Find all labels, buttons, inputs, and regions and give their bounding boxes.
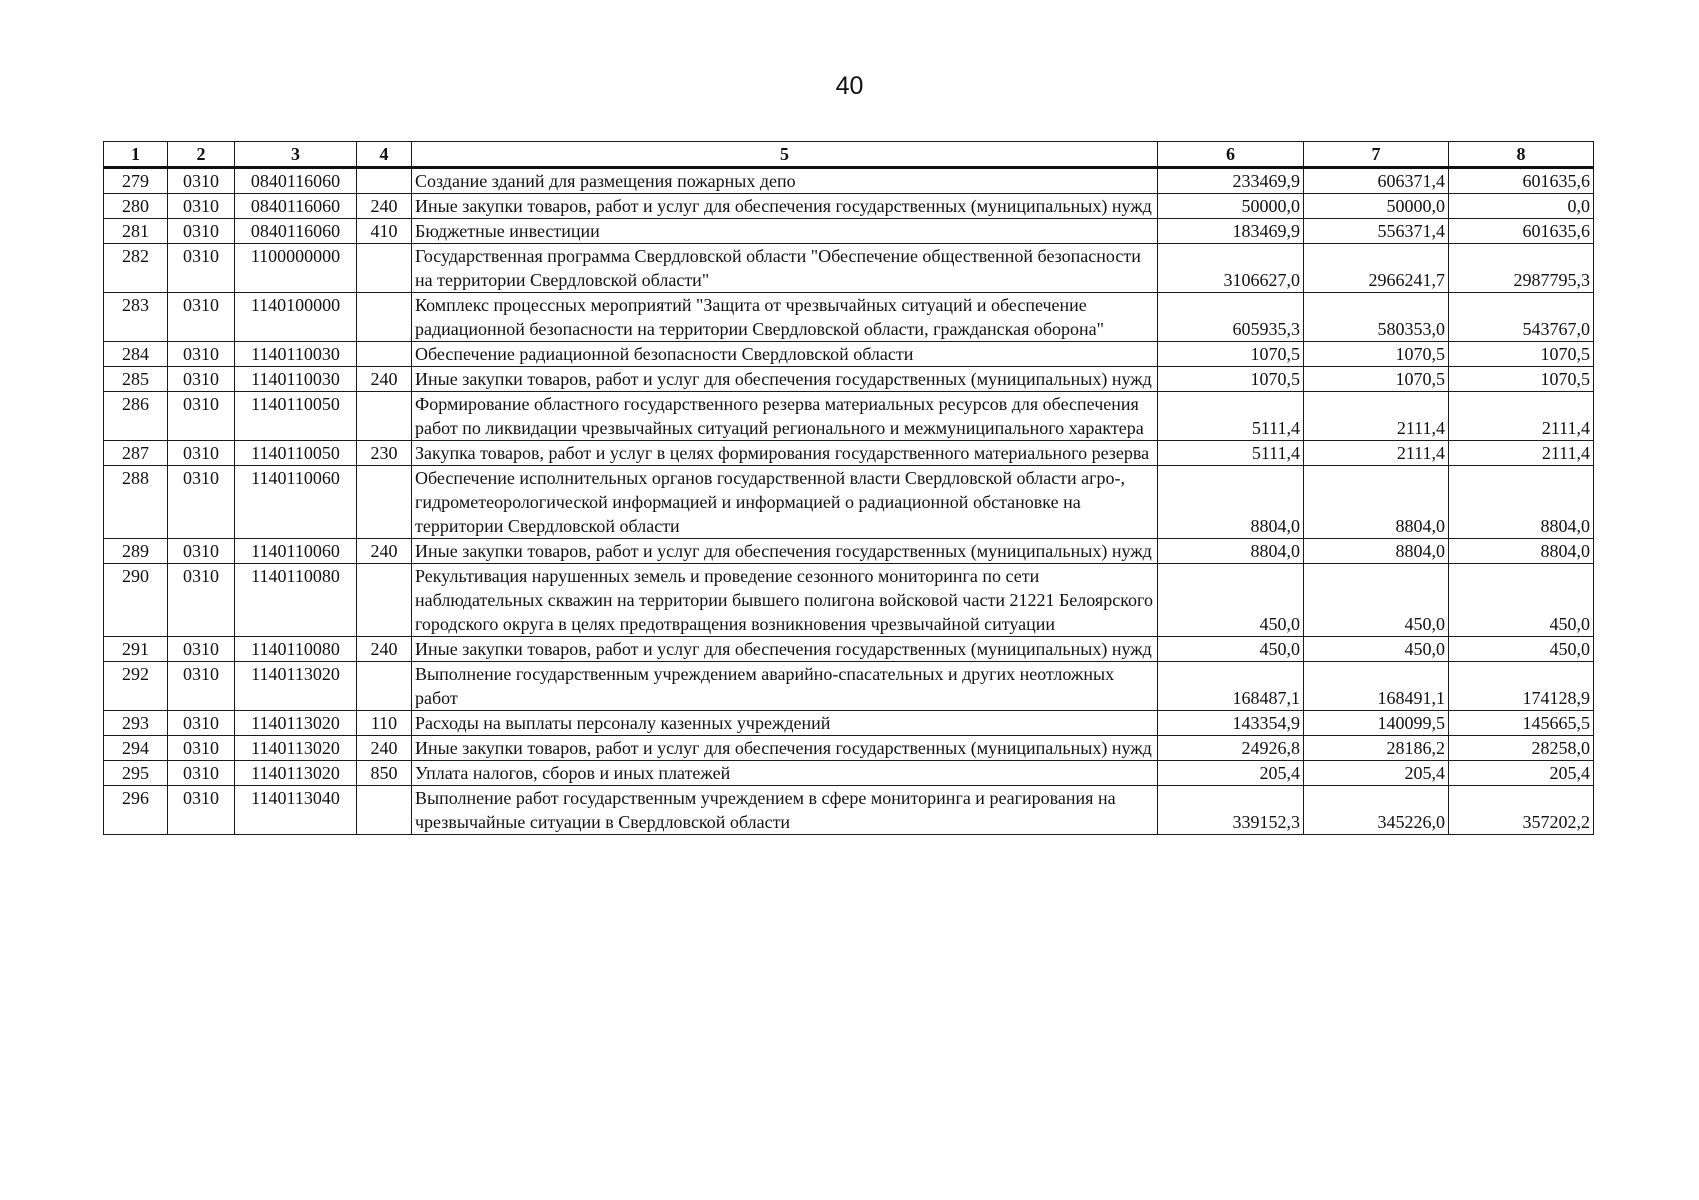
amount-col6-cell: 183469,9 — [1158, 219, 1304, 244]
expense-type-cell — [357, 392, 412, 441]
amount-col8-cell: 205,4 — [1449, 761, 1594, 786]
description-cell: Выполнение государственным учреждением аварийно-спасательных и других неотложных работ — [412, 662, 1158, 711]
header-cell-5: 5 — [412, 142, 1158, 168]
description-cell: Иные закупки товаров, работ и услуг для обеспечения государственных (муниципальных) нужд — [412, 736, 1158, 761]
section-code-cell: 0310 — [168, 736, 235, 761]
amount-col7-cell: 8804,0 — [1304, 539, 1449, 564]
amount-col7-cell: 345226,0 — [1304, 786, 1449, 835]
table-row — [104, 736, 1594, 761]
table-row — [104, 392, 1594, 441]
amount-col6-cell: 1070,5 — [1158, 342, 1304, 367]
amount-col7-cell: 28186,2 — [1304, 736, 1449, 761]
amount-col8-cell: 2111,4 — [1449, 441, 1594, 466]
amount-col6-cell: 5111,4 — [1158, 441, 1304, 466]
expense-type-cell — [357, 786, 412, 835]
header-cell-8: 8 — [1449, 142, 1594, 168]
target-article-cell: 1100000000 — [235, 244, 357, 293]
amount-col8-cell: 450,0 — [1449, 564, 1594, 637]
target-article-cell: 1140113020 — [235, 711, 357, 736]
expense-type-cell: 240 — [357, 736, 412, 761]
header-cell-7: 7 — [1304, 142, 1449, 168]
target-article-cell: 0840116060 — [235, 168, 357, 194]
target-article-cell: 1140110030 — [235, 367, 357, 392]
table-row — [104, 168, 1594, 194]
row-number-cell: 289 — [104, 539, 168, 564]
table-body — [104, 168, 1594, 835]
table-row — [104, 342, 1594, 367]
description-cell: Комплекс процессных мероприятий "Защита от чрезвычайных ситуаций и обеспечение радиационной безопасности на территории Свердловской области, гражданская оборона" — [412, 293, 1158, 342]
header-row — [104, 142, 1594, 168]
description-cell: Обеспечение исполнительных органов государственной власти Свердловской области агро-, гидрометеорологической информацией и информацией о радиационной обстановке на территории Свердловской области — [412, 466, 1158, 539]
table-row — [104, 293, 1594, 342]
target-article-cell: 1140110080 — [235, 637, 357, 662]
header-cell-3: 3 — [235, 142, 357, 168]
expense-type-cell: 850 — [357, 761, 412, 786]
section-code-cell: 0310 — [168, 293, 235, 342]
amount-col6-cell: 450,0 — [1158, 564, 1304, 637]
expense-type-cell: 240 — [357, 367, 412, 392]
table-row — [104, 637, 1594, 662]
description-cell: Иные закупки товаров, работ и услуг для обеспечения государственных (муниципальных) нужд — [412, 637, 1158, 662]
description-cell: Обеспечение радиационной безопасности Свердловской области — [412, 342, 1158, 367]
amount-col8-cell: 28258,0 — [1449, 736, 1594, 761]
expense-type-cell: 240 — [357, 539, 412, 564]
row-number-cell: 292 — [104, 662, 168, 711]
amount-col6-cell: 605935,3 — [1158, 293, 1304, 342]
amount-col8-cell: 145665,5 — [1449, 711, 1594, 736]
amount-col7-cell: 450,0 — [1304, 637, 1449, 662]
section-code-cell: 0310 — [168, 564, 235, 637]
row-number-cell: 296 — [104, 786, 168, 835]
row-number-cell: 288 — [104, 466, 168, 539]
table-row — [104, 711, 1594, 736]
header-cell-1: 1 — [104, 142, 168, 168]
amount-col6-cell: 143354,9 — [1158, 711, 1304, 736]
amount-col6-cell: 205,4 — [1158, 761, 1304, 786]
target-article-cell: 1140113040 — [235, 786, 357, 835]
row-number-cell: 290 — [104, 564, 168, 637]
target-article-cell: 1140110060 — [235, 466, 357, 539]
description-cell: Закупка товаров, работ и услуг в целях формирования государственного материального резерва — [412, 441, 1158, 466]
amount-col7-cell: 1070,5 — [1304, 342, 1449, 367]
target-article-cell: 1140113020 — [235, 761, 357, 786]
amount-col8-cell: 1070,5 — [1449, 342, 1594, 367]
target-article-cell: 1140110060 — [235, 539, 357, 564]
description-cell: Формирование областного государственного резерва материальных ресурсов для обеспечения работ по ликвидации чрезвычайных ситуаций регионального и межмуниципального характера — [412, 392, 1158, 441]
row-number-cell: 280 — [104, 194, 168, 219]
amount-col7-cell: 556371,4 — [1304, 219, 1449, 244]
amount-col7-cell: 2966241,7 — [1304, 244, 1449, 293]
table-row — [104, 761, 1594, 786]
amount-col7-cell: 2111,4 — [1304, 441, 1449, 466]
target-article-cell: 1140110080 — [235, 564, 357, 637]
section-code-cell: 0310 — [168, 711, 235, 736]
amount-col6-cell: 3106627,0 — [1158, 244, 1304, 293]
amount-col8-cell: 0,0 — [1449, 194, 1594, 219]
expense-type-cell: 410 — [357, 219, 412, 244]
amount-col6-cell: 450,0 — [1158, 637, 1304, 662]
table-row — [104, 441, 1594, 466]
row-number-cell: 287 — [104, 441, 168, 466]
section-code-cell: 0310 — [168, 662, 235, 711]
expense-type-cell — [357, 342, 412, 367]
table-row — [104, 219, 1594, 244]
target-article-cell: 1140110050 — [235, 392, 357, 441]
amount-col6-cell: 24926,8 — [1158, 736, 1304, 761]
description-cell: Государственная программа Свердловской области "Обеспечение общественной безопасности на территории Свердловской области" — [412, 244, 1158, 293]
expense-type-cell — [357, 466, 412, 539]
amount-col8-cell: 8804,0 — [1449, 466, 1594, 539]
expense-type-cell: 230 — [357, 441, 412, 466]
target-article-cell: 0840116060 — [235, 194, 357, 219]
expense-type-cell: 240 — [357, 637, 412, 662]
amount-col6-cell: 8804,0 — [1158, 539, 1304, 564]
section-code-cell: 0310 — [168, 168, 235, 194]
section-code-cell: 0310 — [168, 367, 235, 392]
amount-col8-cell: 1070,5 — [1449, 367, 1594, 392]
amount-col6-cell: 5111,4 — [1158, 392, 1304, 441]
section-code-cell: 0310 — [168, 761, 235, 786]
amount-col7-cell: 8804,0 — [1304, 466, 1449, 539]
amount-col8-cell: 2111,4 — [1449, 392, 1594, 441]
table-row — [104, 786, 1594, 835]
target-article-cell: 1140110030 — [235, 342, 357, 367]
description-cell: Иные закупки товаров, работ и услуг для обеспечения государственных (муниципальных) нужд — [412, 539, 1158, 564]
target-article-cell: 1140100000 — [235, 293, 357, 342]
amount-col7-cell: 580353,0 — [1304, 293, 1449, 342]
amount-col6-cell: 1070,5 — [1158, 367, 1304, 392]
description-cell: Бюджетные инвестиции — [412, 219, 1158, 244]
expense-type-cell: 240 — [357, 194, 412, 219]
amount-col8-cell: 174128,9 — [1449, 662, 1594, 711]
amount-col7-cell: 450,0 — [1304, 564, 1449, 637]
amount-col7-cell: 2111,4 — [1304, 392, 1449, 441]
amount-col7-cell: 205,4 — [1304, 761, 1449, 786]
amount-col7-cell: 50000,0 — [1304, 194, 1449, 219]
table-row — [104, 244, 1594, 293]
amount-col7-cell: 140099,5 — [1304, 711, 1449, 736]
target-article-cell: 0840116060 — [235, 219, 357, 244]
amount-col8-cell: 357202,2 — [1449, 786, 1594, 835]
table-row — [104, 662, 1594, 711]
row-number-cell: 283 — [104, 293, 168, 342]
section-code-cell: 0310 — [168, 392, 235, 441]
section-code-cell: 0310 — [168, 637, 235, 662]
expense-type-cell: 110 — [357, 711, 412, 736]
amount-col7-cell: 606371,4 — [1304, 168, 1449, 194]
row-number-cell: 286 — [104, 392, 168, 441]
row-number-cell: 294 — [104, 736, 168, 761]
description-cell: Создание зданий для размещения пожарных депо — [412, 168, 1158, 194]
table-row — [104, 466, 1594, 539]
amount-col8-cell: 543767,0 — [1449, 293, 1594, 342]
amount-col8-cell: 601635,6 — [1449, 219, 1594, 244]
row-number-cell: 295 — [104, 761, 168, 786]
row-number-cell: 291 — [104, 637, 168, 662]
amount-col8-cell: 450,0 — [1449, 637, 1594, 662]
description-cell: Выполнение работ государственным учреждением в сфере мониторинга и реагирования на чрезвычайные ситуации в Свердловской области — [412, 786, 1158, 835]
amount-col7-cell: 1070,5 — [1304, 367, 1449, 392]
expense-type-cell — [357, 293, 412, 342]
section-code-cell: 0310 — [168, 441, 235, 466]
table-row — [104, 564, 1594, 637]
amount-col6-cell: 233469,9 — [1158, 168, 1304, 194]
row-number-cell: 293 — [104, 711, 168, 736]
page-number: 40 — [835, 72, 864, 100]
expense-type-cell — [357, 662, 412, 711]
amount-col8-cell: 2987795,3 — [1449, 244, 1594, 293]
description-cell: Рекультивация нарушенных земель и проведение сезонного мониторинга по сети наблюдательных скважин на территории бывшего полигона войсковой части 21221 Белоярского городского округа в целях предотвращения возникновения чрезвычайной ситуации — [412, 564, 1158, 637]
header-cell-6: 6 — [1158, 142, 1304, 168]
description-cell: Иные закупки товаров, работ и услуг для обеспечения государственных (муниципальных) нужд — [412, 367, 1158, 392]
expense-type-cell — [357, 168, 412, 194]
target-article-cell: 1140113020 — [235, 662, 357, 711]
amount-col6-cell: 50000,0 — [1158, 194, 1304, 219]
budget-table — [103, 141, 1594, 835]
section-code-cell: 0310 — [168, 244, 235, 293]
description-cell: Уплата налогов, сборов и иных платежей — [412, 761, 1158, 786]
row-number-cell: 279 — [104, 168, 168, 194]
section-code-cell: 0310 — [168, 539, 235, 564]
amount-col8-cell: 601635,6 — [1449, 168, 1594, 194]
section-code-cell: 0310 — [168, 466, 235, 539]
amount-col6-cell: 339152,3 — [1158, 786, 1304, 835]
row-number-cell: 284 — [104, 342, 168, 367]
section-code-cell: 0310 — [168, 194, 235, 219]
description-cell: Расходы на выплаты персоналу казенных учреждений — [412, 711, 1158, 736]
target-article-cell: 1140113020 — [235, 736, 357, 761]
table-row — [104, 539, 1594, 564]
amount-col6-cell: 168487,1 — [1158, 662, 1304, 711]
table-header — [104, 142, 1594, 168]
header-cell-2: 2 — [168, 142, 235, 168]
table-row — [104, 367, 1594, 392]
amount-col6-cell: 8804,0 — [1158, 466, 1304, 539]
expense-type-cell — [357, 564, 412, 637]
description-cell: Иные закупки товаров, работ и услуг для обеспечения государственных (муниципальных) нужд — [412, 194, 1158, 219]
header-cell-4: 4 — [357, 142, 412, 168]
amount-col7-cell: 168491,1 — [1304, 662, 1449, 711]
row-number-cell: 282 — [104, 244, 168, 293]
target-article-cell: 1140110050 — [235, 441, 357, 466]
row-number-cell: 281 — [104, 219, 168, 244]
amount-col8-cell: 8804,0 — [1449, 539, 1594, 564]
row-number-cell: 285 — [104, 367, 168, 392]
expense-type-cell — [357, 244, 412, 293]
table-row — [104, 194, 1594, 219]
section-code-cell: 0310 — [168, 786, 235, 835]
section-code-cell: 0310 — [168, 342, 235, 367]
section-code-cell: 0310 — [168, 219, 235, 244]
